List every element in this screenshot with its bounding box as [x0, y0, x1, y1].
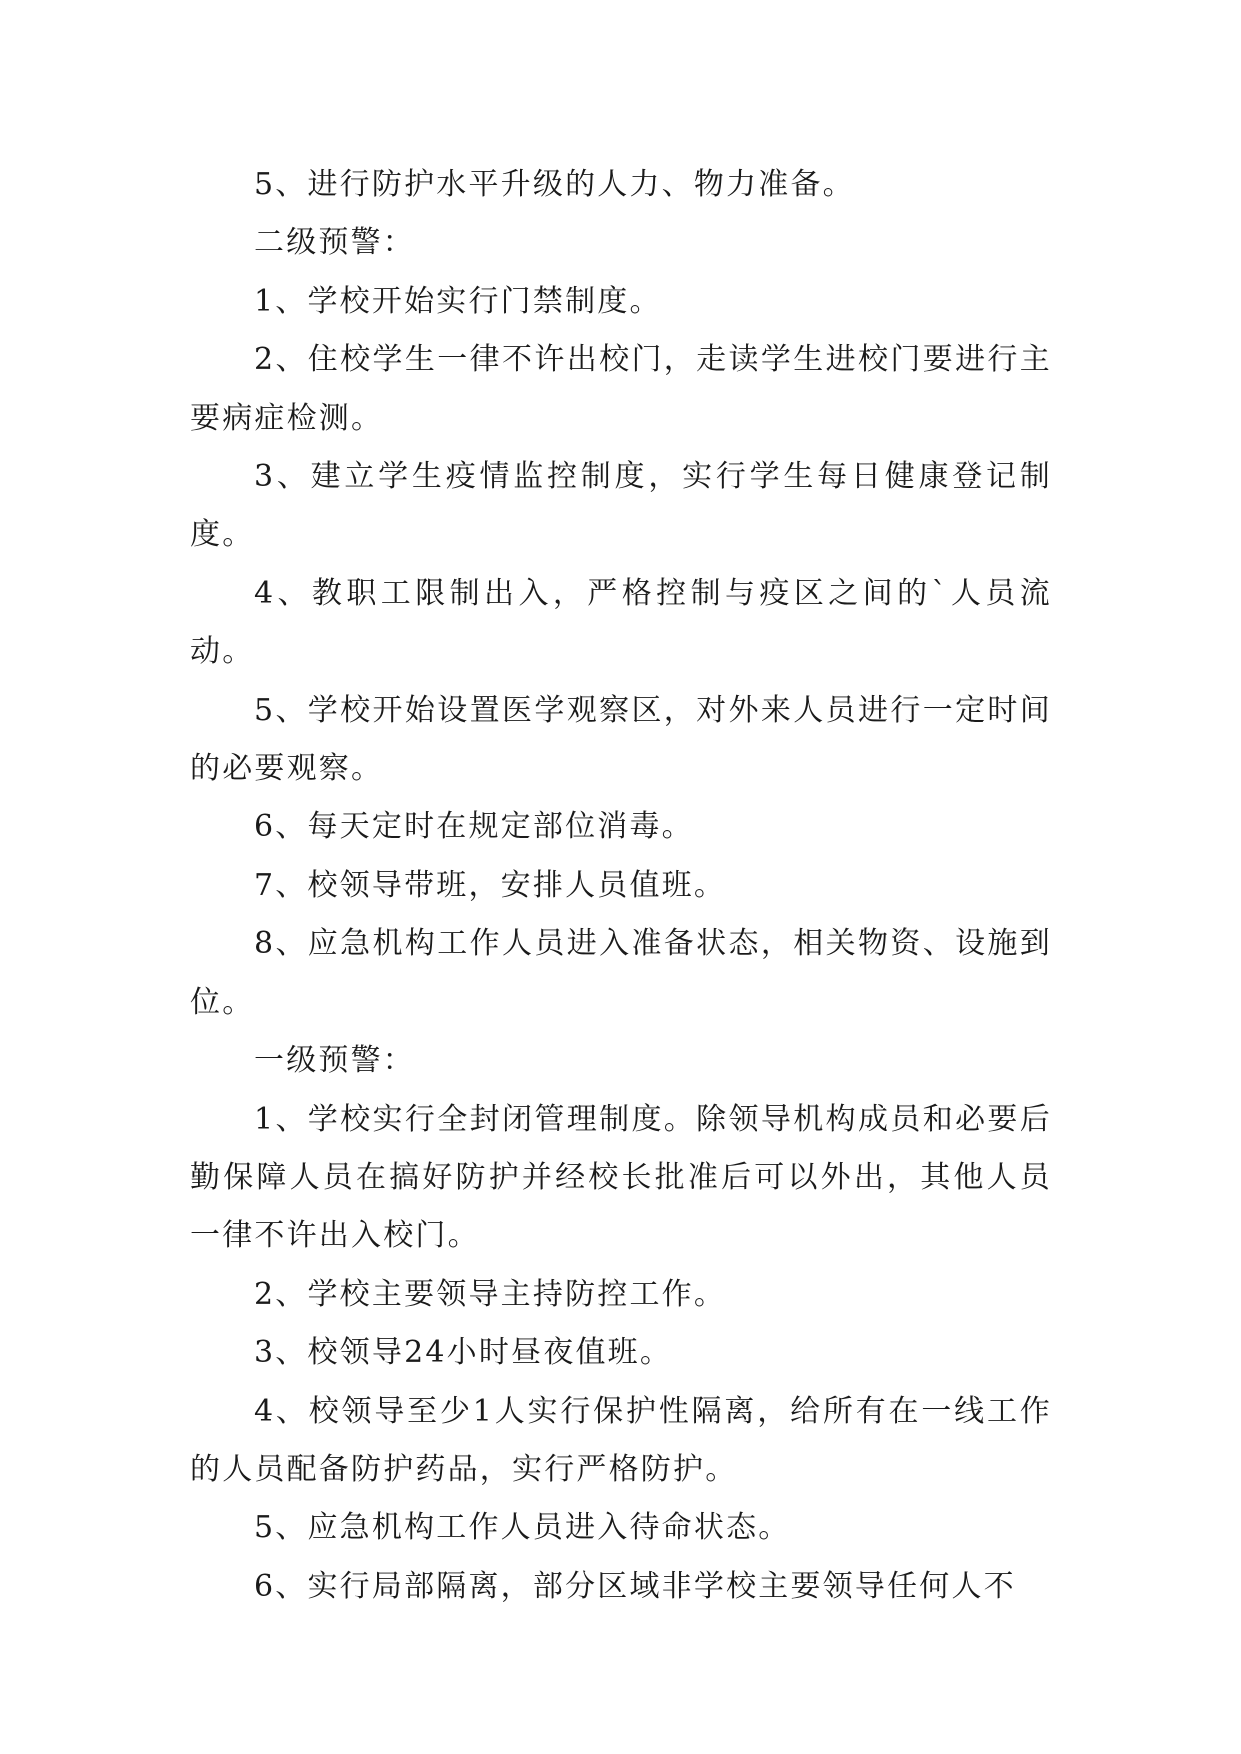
paragraph: 5、学校开始设置医学观察区，对外来人员进行一定时间的必要观察。	[190, 692, 1052, 787]
paragraph: 4、教职工限制出入，严格控制与疫区之间的`人员流动。	[190, 575, 1052, 670]
document-body	[190, 156, 1052, 1616]
paragraph: 3、建立学生疫情监控制度，实行学生每日健康登记制度。	[190, 459, 1052, 553]
section-heading-level-2-warning: 二级预警：	[254, 225, 415, 261]
paragraph: 6、每天定时在规定部位消毒。	[254, 809, 694, 845]
section-heading-level-1-warning: 一级预警：	[254, 1043, 415, 1079]
paragraph: 2、学校主要领导主持防控工作。	[254, 1276, 727, 1312]
paragraph: 7、校领导带班，安排人员值班。	[254, 867, 727, 903]
paragraph: 1、学校实行全封闭管理制度。除领导机构成员和必要后勤保障人员在搞好防护并经校长批准后可以外出，其他人员一律不许出入校门。	[190, 1101, 1052, 1254]
paragraph: 6、实行局部隔离，部分区域非学校主要领导任何人不	[254, 1568, 1016, 1604]
paragraph: 3、校领导24小时昼夜值班。	[254, 1335, 673, 1371]
paragraph: 5、进行防护水平升级的人力、物力准备。	[254, 167, 855, 202]
paragraph: 8、应急机构工作人员进入准备状态，相关物资、设施到位。	[190, 926, 1052, 1020]
paragraph: 5、应急机构工作人员进入待命状态。	[254, 1510, 791, 1546]
paragraph: 4、校领导至少1人实行保护性隔离，给所有在一线工作的人员配备防护药品，实行严格防护。	[190, 1393, 1052, 1487]
paragraph: 2、住校学生一律不许出校门，走读学生进校门要进行主要病症检测。	[190, 342, 1052, 436]
paragraph: 1、学校开始实行门禁制度。	[254, 283, 662, 319]
